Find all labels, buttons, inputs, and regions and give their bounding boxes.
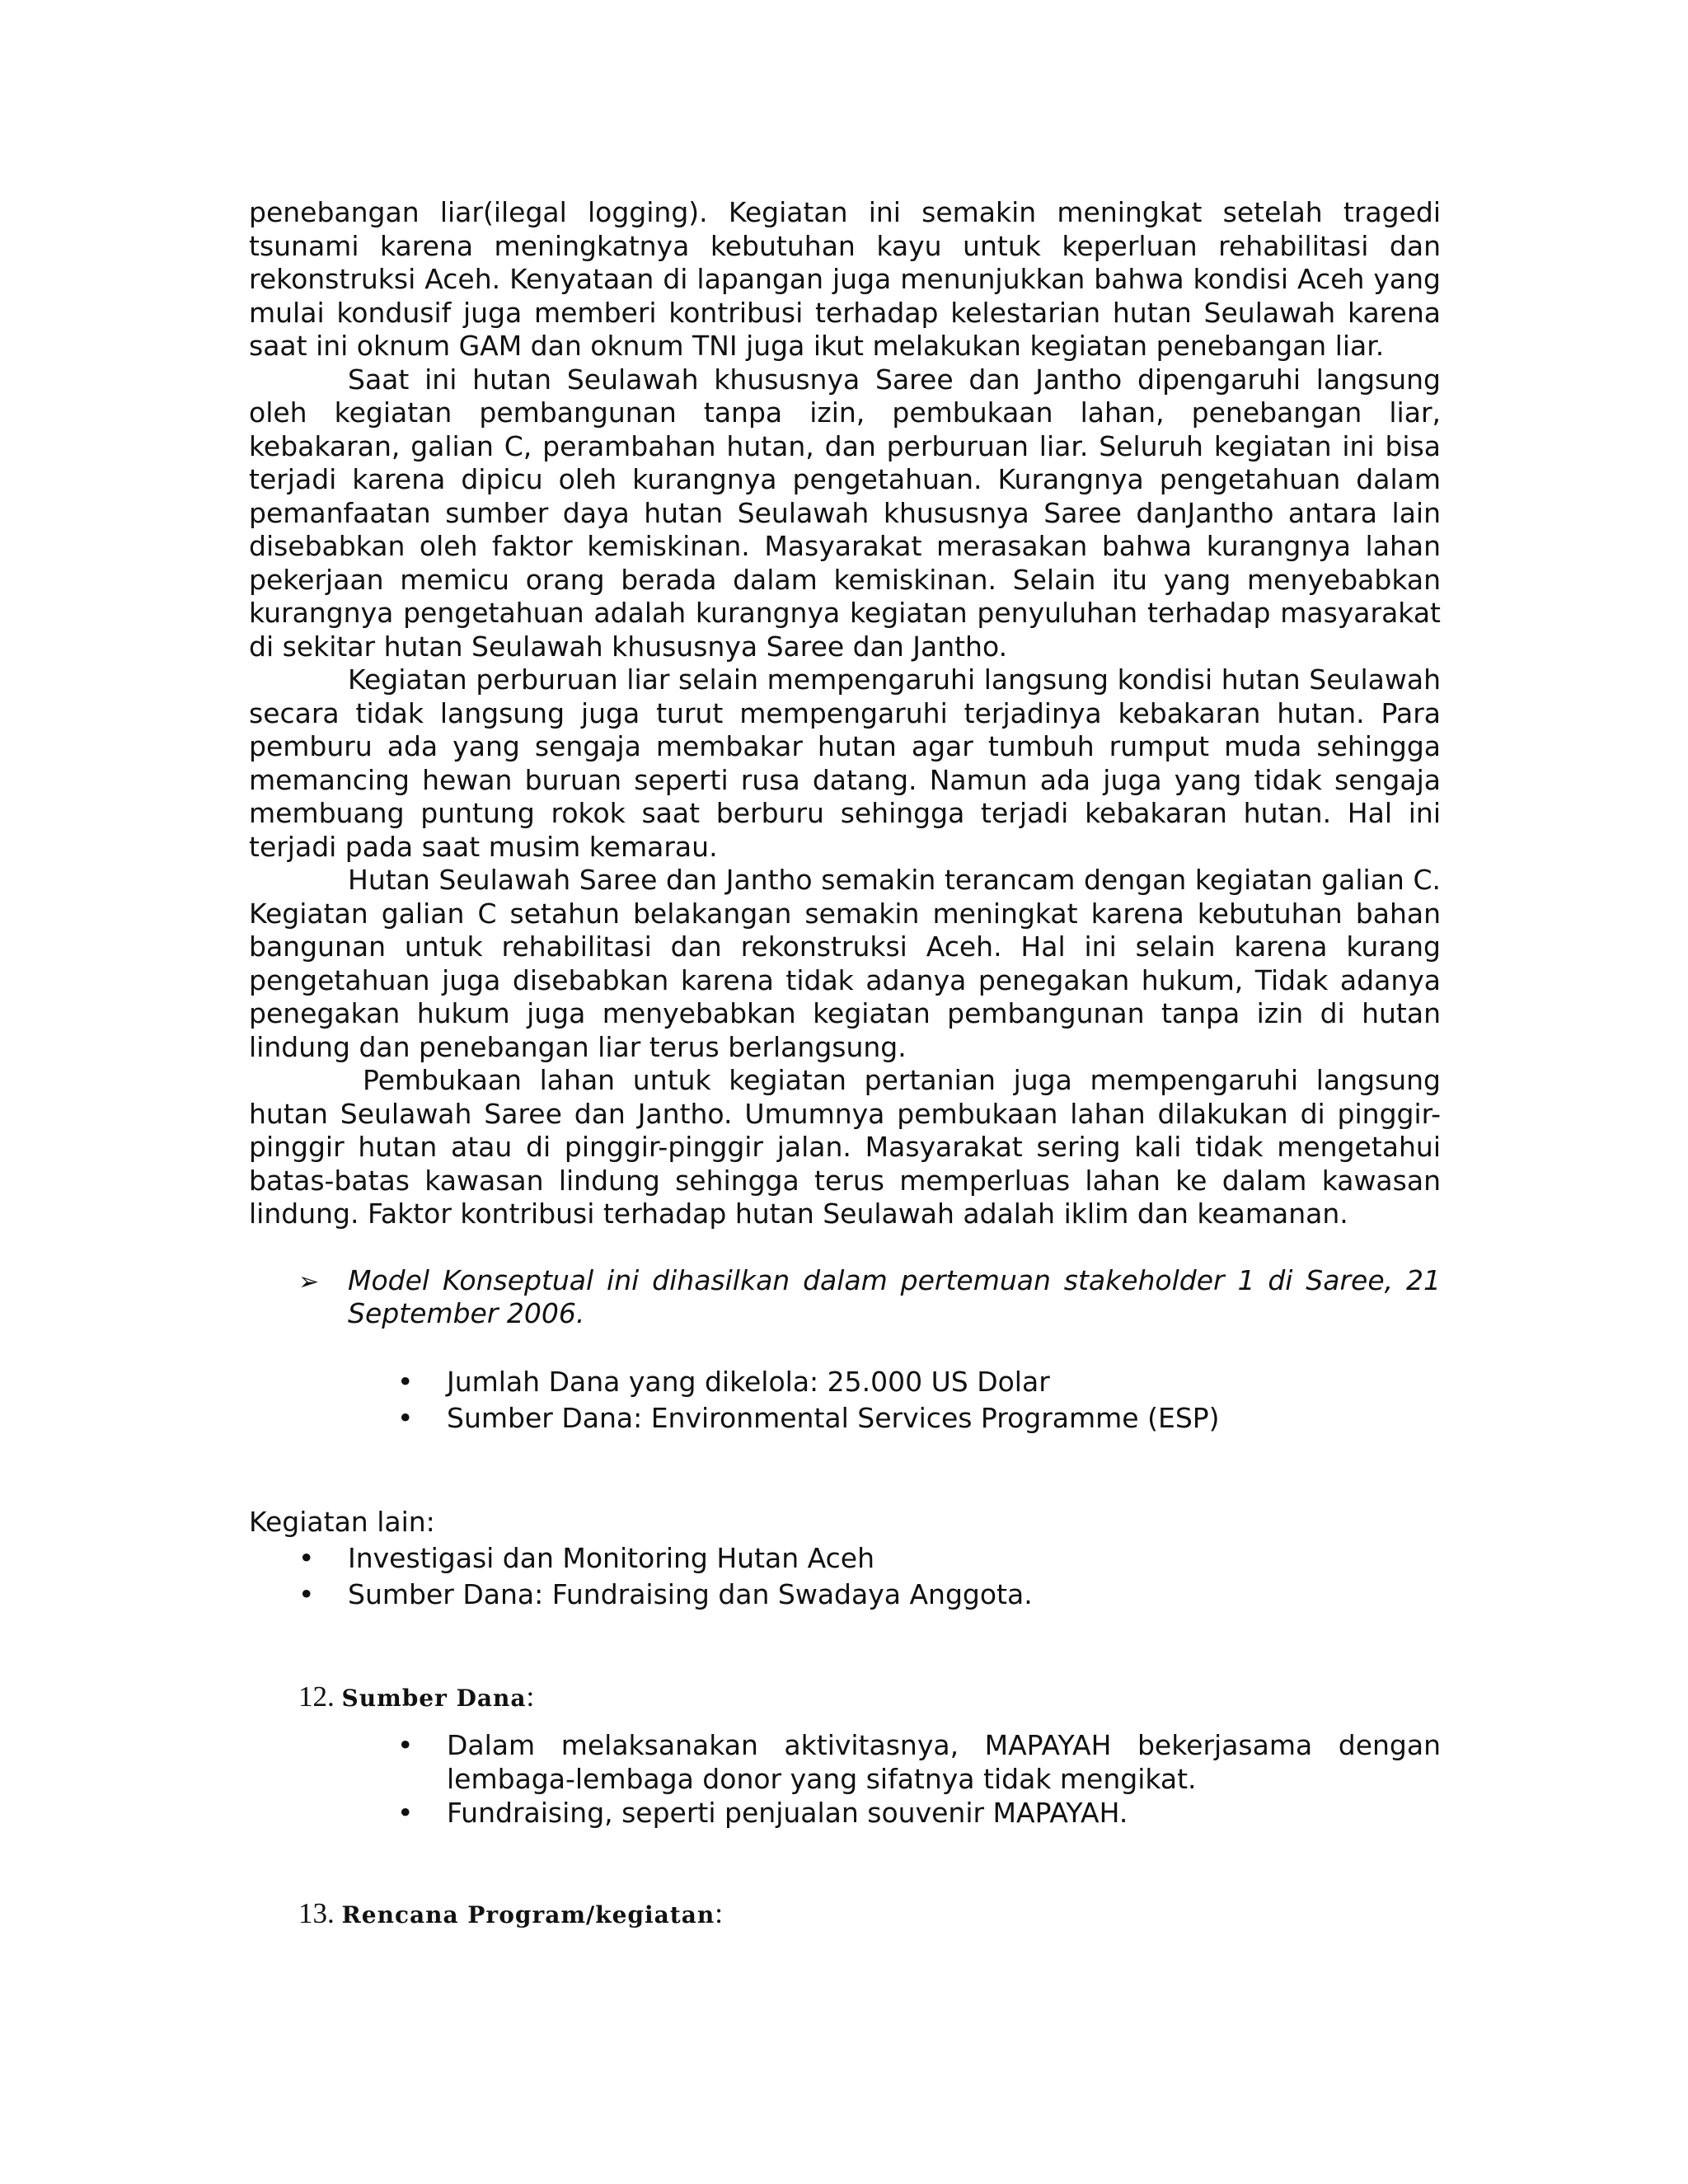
list-item [249,1540,1441,1577]
list-item-text: Investigasi dan Monitoring Hutan Aceh [348,1541,874,1574]
list-item [249,1577,1441,1613]
list-item [249,1364,1441,1400]
model-note-text: Model Konseptual ini dihasilkan dalam pertemuan stakeholder 1 di Saree, 21 September 2006. [348,1263,1441,1329]
list-item-text: Jumlah Dana yang dikelola: 25.000 US Dolar [447,1365,1050,1398]
other-activities-list [249,1540,1441,1613]
other-activities-label: Kegiatan lain: [249,1505,435,1538]
list-item [249,1728,1441,1796]
section-title: Sumber Dana [341,1684,527,1712]
bullet-icon: • [397,1728,414,1761]
paragraph-illegal-logging: penebangan liar(ilegal logging). Kegiatan ini semakin meningkat setelah tragedi tsunami karena meningkatnya kebutuhan kayu untuk keperluan rehabilitasi dan rekonstruksi Aceh. Kenyataan di lapangan juga menunjukkan bahwa kondisi Aceh yang mulai kondusif juga memberi kontribusi terhadap kelestarian hutan Seulawah karena saat ini oknum GAM dan oknum TNI juga ikut melakukan kegiatan penebangan liar. [249,196,1441,362]
section-number: 13. [298,1896,335,1929]
paragraph-direct-influences: Saat ini hutan Seulawah khususnya Saree dan Jantho dipengaruhi langsung oleh kegiatan pembangunan tanpa izin, pembukaan lahan, penebangan liar, kebakaran, galian C, perambahan hutan, dan perburuan liar. Seluruh kegiatan ini bisa terjadi karena dipicu oleh kurangnya pengetahuan. Kurangnya pengetahuan dalam pemanfaatan sumber daya hutan Seulawah khususnya Saree danJantho antara lain disebabkan oleh faktor kemiskinan. Masyarakat merasakan bahwa kurangnya lahan pekerjaan memicu orang berada dalam kemiskinan. Selain itu yang menyebabkan kurangnya pengetahuan adalah kurangnya kegiatan penyuluhan terhadap masyarakat di sekitar hutan Seulawah khususnya Saree dan Jantho. [249,363,1441,663]
section-colon: : [526,1680,535,1713]
list-item [249,1796,1441,1830]
section-number: 12. [298,1680,335,1713]
section-title: Rencana Program/kegiatan [341,1900,715,1929]
list-item-text: Sumber Dana: Environmental Services Programme (ESP) [447,1401,1220,1434]
section-12-heading [249,1675,1441,1720]
bullet-icon: • [397,1401,414,1434]
bullet-icon: • [298,1541,315,1574]
section-colon: : [715,1896,723,1929]
paragraph-poaching-fires: Kegiatan perburuan liar selain mempengaruhi langsung kondisi hutan Seulawah secara tidak langsung juga turut mempengaruhi terjadinya kebakaran hutan. Para pemburu ada yang sengaja membakar hutan agar tumbuh rumput muda sehingga memancing hewan buruan seperti rusa datang. Namun ada juga yang tidak sengaja membuang puntung rokok saat berburu sehingga terjadi kebakaran hutan. Hal ini terjadi pada saat musim kemarau. [249,663,1441,863]
paragraph-land-clearing: Pembukaan lahan untuk kegiatan pertanian juga mempengaruhi langsung hutan Seulawah Saree dan Jantho. Umumnya pembukaan lahan dilakukan di pinggir-pinggir hutan atau di pinggir-pinggir jalan. Masyarakat sering kali tidak mengetahui batas-batas kawasan lindung sehingga terus memperluas lahan ke dalam kawasan lindung. Faktor kontribusi terhadap hutan Seulawah adalah iklim dan keamanan. [249,1064,1441,1230]
model-note [249,1264,1441,1331]
bullet-icon: • [397,1796,414,1829]
document-page [249,196,1441,1937]
list-item [249,1400,1441,1436]
list-item-text: Fundraising, seperti penjualan souvenir MAPAYAH. [447,1796,1128,1829]
list-item-text: Sumber Dana: Fundraising dan Swadaya Anggota. [348,1577,1033,1610]
arrow-bullet-icon: ➢ [298,1267,320,1296]
paragraph-galian-c: Hutan Seulawah Saree dan Jantho semakin terancam dengan kegiatan galian C. Kegiatan galian C setahun belakangan semakin meningkat karena kebutuhan bahan bangunan untuk rehabilitasi dan rekonstruksi Aceh. Hal ini selain karena kurang pengetahuan juga disebabkan karena tidak adanya penegakan hukum, Tidak adanya penegakan hukum juga menyebabkan kegiatan pembangunan tanpa izin di hutan lindung dan penebangan liar terus berlangsung. [249,864,1441,1063]
bullet-icon: • [397,1365,414,1398]
funding-list [249,1364,1441,1436]
bullet-icon: • [298,1577,315,1610]
sumber-dana-list [249,1728,1441,1830]
list-item-text: Dalam melaksanakan aktivitasnya, MAPAYAH bekerjasama dengan lembaga-lembaga donor yang sifatnya tidak mengikat. [447,1728,1441,1795]
section-13-heading [249,1892,1441,1937]
